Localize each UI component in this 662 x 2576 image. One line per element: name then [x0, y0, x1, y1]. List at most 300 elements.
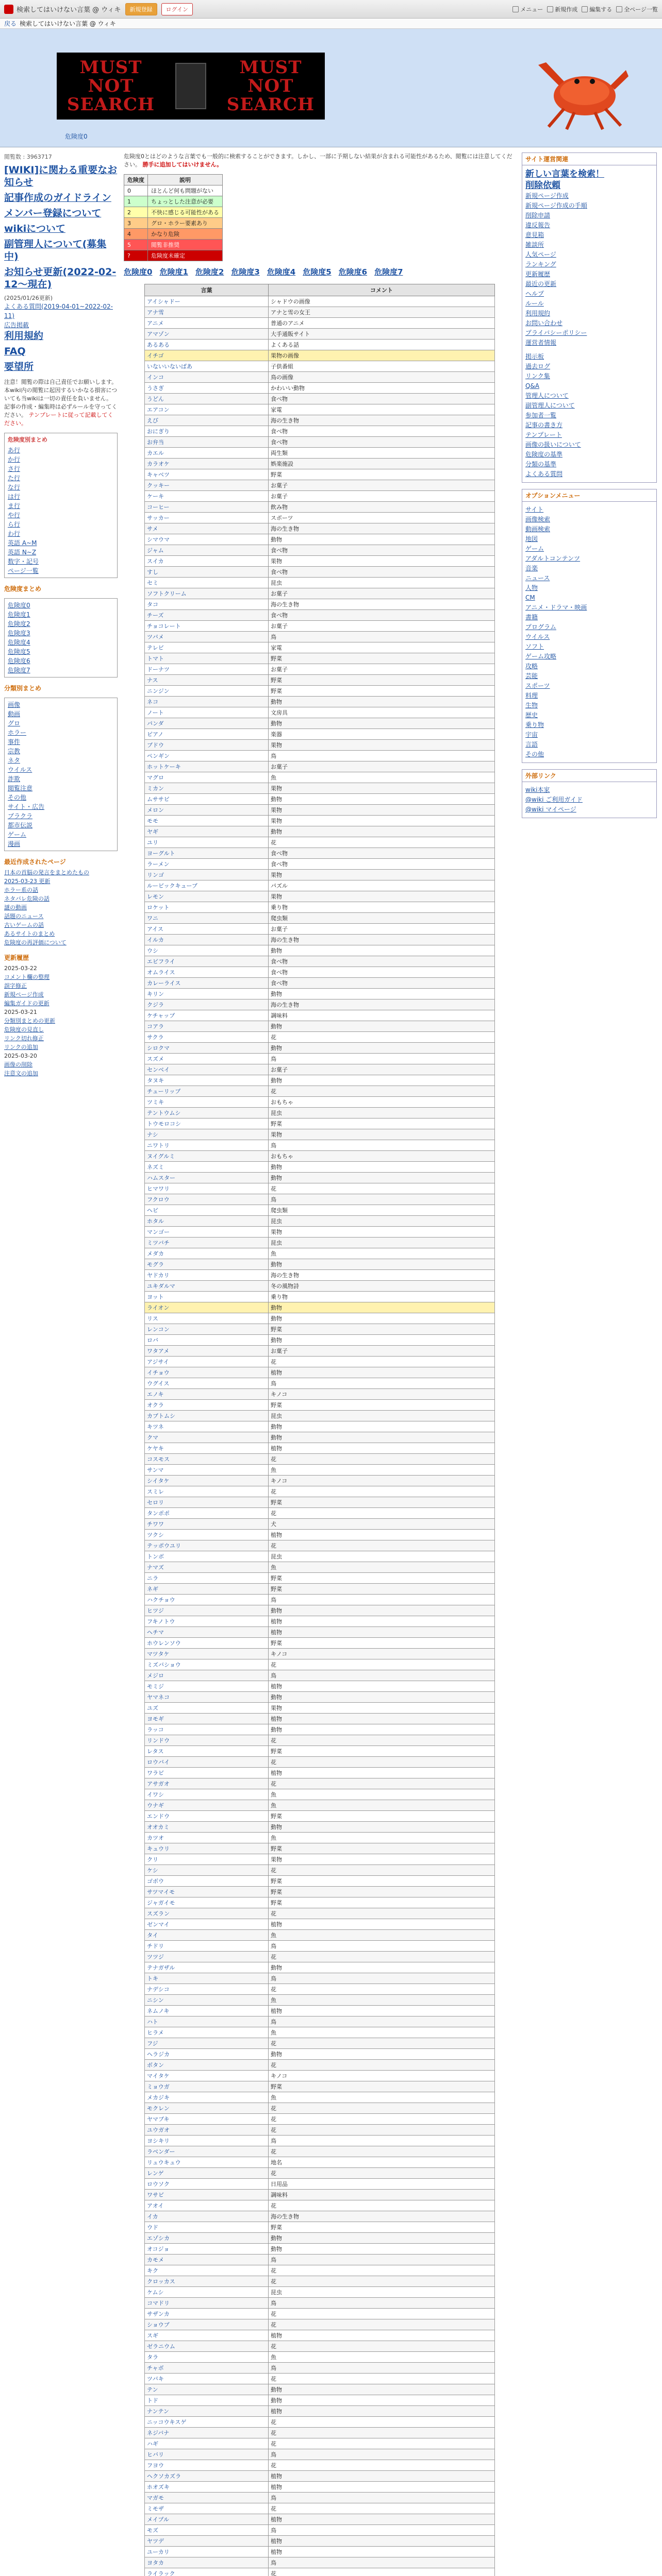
word-cell[interactable]: レタス — [145, 1746, 269, 1757]
word-cell[interactable]: ミョウガ — [145, 2081, 269, 2092]
word-cell[interactable]: ジャム — [145, 545, 269, 556]
option-menu-link[interactable]: ニュース — [525, 574, 550, 582]
danger-level-link[interactable]: 危険度2 — [8, 620, 30, 628]
word-cell[interactable]: チーズ — [145, 610, 269, 621]
tab-danger-0[interactable]: 危険度0 — [124, 267, 153, 277]
link-member-signup[interactable]: メンバー登録について — [4, 208, 102, 219]
site-ops-link[interactable]: ヘルプ — [525, 290, 544, 297]
category-link[interactable]: 宗教 — [8, 748, 21, 755]
word-cell[interactable]: ツツジ — [145, 1952, 269, 1962]
kana-index-link[interactable]: あ行 — [8, 447, 21, 454]
word-cell[interactable]: フジ — [145, 2038, 269, 2049]
site-ops-link[interactable]: テンプレート — [525, 431, 562, 438]
word-cell[interactable]: ケチャップ — [145, 1010, 269, 1021]
link-wiki-notice[interactable]: [WIKI]に関わる重要なお知らせ — [4, 164, 118, 188]
word-cell[interactable]: メダカ — [145, 1248, 269, 1259]
word-cell[interactable]: ネコ — [145, 697, 269, 707]
word-cell[interactable]: あるある — [145, 340, 269, 350]
site-ops-link[interactable]: 過去ログ — [525, 363, 551, 370]
word-cell[interactable]: ツバメ — [145, 632, 269, 642]
word-cell[interactable]: ヨーグルト — [145, 848, 269, 859]
word-cell[interactable]: カラオケ — [145, 459, 269, 469]
word-cell[interactable]: メロン — [145, 805, 269, 816]
history-link[interactable]: 新規ページ作成 — [4, 991, 44, 998]
category-link[interactable]: 画像 — [8, 701, 21, 708]
word-cell[interactable]: イカ — [145, 2211, 269, 2222]
tab-danger-1[interactable]: 危険度1 — [159, 267, 188, 277]
word-cell[interactable]: ライオン — [145, 1302, 269, 1313]
word-cell[interactable]: ルービックキューブ — [145, 880, 269, 891]
word-cell[interactable]: キツネ — [145, 1421, 269, 1432]
word-cell[interactable]: キリン — [145, 989, 269, 999]
word-cell[interactable]: マンゴー — [145, 1227, 269, 1238]
category-link[interactable]: サイト・広告 — [8, 803, 45, 810]
option-menu-link[interactable]: スポーツ — [525, 682, 550, 689]
breadcrumb[interactable]: 危険度0 — [65, 133, 88, 140]
site-ops-link[interactable]: リンク集 — [525, 372, 550, 380]
word-cell[interactable]: セミ — [145, 578, 269, 588]
danger-level-link[interactable]: 危険度4 — [8, 639, 30, 646]
word-cell[interactable]: エアコン — [145, 404, 269, 415]
word-cell[interactable]: コーヒー — [145, 502, 269, 513]
word-cell[interactable]: ピアノ — [145, 729, 269, 740]
word-cell[interactable]: アジサイ — [145, 1357, 269, 1367]
word-cell[interactable]: ドーナツ — [145, 664, 269, 675]
word-cell[interactable]: マツタケ — [145, 1649, 269, 1659]
word-cell[interactable]: モグラ — [145, 1259, 269, 1270]
word-cell[interactable]: トキ — [145, 1973, 269, 1984]
word-cell[interactable]: ゼラニウム — [145, 2341, 269, 2352]
word-cell[interactable]: ムササビ — [145, 794, 269, 805]
word-cell[interactable]: タンポポ — [145, 1508, 269, 1519]
kana-index-link[interactable]: 英語 A~M — [8, 539, 37, 547]
word-cell[interactable]: キュウリ — [145, 1843, 269, 1854]
history-link[interactable]: 画像の削除 — [4, 1061, 32, 1068]
word-cell[interactable]: うどん — [145, 394, 269, 404]
word-cell[interactable]: ユーカリ — [145, 2547, 269, 2557]
history-link[interactable]: 誤字修正 — [4, 982, 27, 989]
external-link[interactable]: @wiki ご利用ガイド — [525, 796, 583, 803]
link-faq[interactable]: FAQ — [4, 346, 26, 357]
option-menu-link[interactable]: 宇宙 — [525, 731, 538, 738]
word-cell[interactable]: スズラン — [145, 1908, 269, 1919]
option-menu-link[interactable]: 書籍 — [525, 614, 538, 621]
word-cell[interactable]: いないいないばあ — [145, 361, 269, 372]
category-link[interactable]: ウイルス — [8, 766, 32, 773]
edit-button[interactable] — [582, 5, 612, 13]
word-cell[interactable]: タイ — [145, 1930, 269, 1941]
word-cell[interactable]: マイタケ — [145, 2071, 269, 2081]
word-cell[interactable]: ハト — [145, 2016, 269, 2027]
word-cell[interactable]: モクレン — [145, 2103, 269, 2114]
site-ops-link[interactable]: 意見箱 — [525, 231, 544, 239]
word-cell[interactable]: リス — [145, 1313, 269, 1324]
recent-page-link[interactable]: 謎の動画 — [4, 904, 27, 911]
word-cell[interactable]: ニラ — [145, 1573, 269, 1584]
word-cell[interactable]: ウナギ — [145, 1800, 269, 1811]
kana-index-link[interactable]: か行 — [8, 456, 21, 463]
recent-page-link[interactable]: ホラー系の話 — [4, 887, 38, 893]
option-menu-link[interactable]: アダルトコンテンツ — [525, 555, 581, 562]
link-ads[interactable]: 広告掲載 — [4, 321, 29, 329]
word-cell[interactable]: テナガザル — [145, 1962, 269, 1973]
danger-level-link[interactable]: 危険度1 — [8, 611, 30, 618]
word-cell[interactable]: サクラ — [145, 1032, 269, 1043]
word-cell[interactable]: リンドウ — [145, 1735, 269, 1746]
word-cell[interactable]: スズメ — [145, 1054, 269, 1064]
word-cell[interactable]: お弁当 — [145, 437, 269, 448]
word-cell[interactable]: トンボ — [145, 1551, 269, 1562]
word-cell[interactable]: イルカ — [145, 935, 269, 945]
word-cell[interactable]: エゾシカ — [145, 2233, 269, 2244]
word-cell[interactable]: テン — [145, 2384, 269, 2395]
word-cell[interactable]: ヤマブキ — [145, 2114, 269, 2125]
history-link[interactable]: 編集ガイドの更新 — [4, 1000, 49, 1007]
word-cell[interactable]: ヒバリ — [145, 2449, 269, 2460]
word-cell[interactable]: ナマズ — [145, 1562, 269, 1573]
word-cell[interactable]: ヒツジ — [145, 1605, 269, 1616]
login-button[interactable]: ログイン — [161, 3, 193, 15]
new-page-button[interactable] — [547, 5, 577, 13]
word-cell[interactable]: イチゴ — [145, 350, 269, 361]
word-cell[interactable]: リュウキュウ — [145, 2157, 269, 2168]
word-cell[interactable]: ウド — [145, 2222, 269, 2233]
site-ops-link[interactable]: 違反報告 — [525, 222, 551, 229]
word-cell[interactable]: サツマイモ — [145, 1887, 269, 1897]
site-ops-link[interactable]: 管理人について — [525, 392, 569, 399]
word-cell[interactable]: ツバキ — [145, 2374, 269, 2384]
danger-level-link[interactable]: 危険度7 — [8, 667, 30, 674]
site-ops-link[interactable]: 副管理人について — [525, 402, 575, 409]
word-cell[interactable]: イワシ — [145, 1789, 269, 1800]
word-cell[interactable]: ツクシ — [145, 1530, 269, 1540]
word-cell[interactable]: ヌイグルミ — [145, 1151, 269, 1162]
word-cell[interactable]: ハギ — [145, 2438, 269, 2449]
word-cell[interactable]: アニメ — [145, 318, 269, 329]
site-ops-link[interactable]: 人気ページ — [525, 251, 556, 258]
word-cell[interactable]: コスモス — [145, 1454, 269, 1465]
word-cell[interactable]: ラッコ — [145, 1724, 269, 1735]
word-cell[interactable]: パンダ — [145, 718, 269, 729]
word-cell[interactable]: センベイ — [145, 1064, 269, 1075]
word-cell[interactable]: オムライス — [145, 967, 269, 978]
word-cell[interactable]: コアラ — [145, 1021, 269, 1032]
word-cell[interactable]: チョコレート — [145, 621, 269, 632]
recent-page-link[interactable]: あるサイトのまとめ — [4, 930, 55, 937]
word-cell[interactable]: ミズバショウ — [145, 1659, 269, 1670]
danger-level-link[interactable]: 危険度0 — [8, 602, 30, 609]
word-cell[interactable]: エビフライ — [145, 956, 269, 967]
option-menu-link[interactable]: 生物 — [525, 702, 538, 709]
word-cell[interactable]: クリ — [145, 1854, 269, 1865]
site-ops-link[interactable]: 分類の基準 — [525, 461, 557, 468]
site-ops-link[interactable]: 画像の扱いについて — [525, 441, 581, 448]
word-cell[interactable]: ネズミ — [145, 1162, 269, 1173]
word-cell[interactable]: セロリ — [145, 1497, 269, 1508]
history-link[interactable]: 分類別まとめの更新 — [4, 1018, 55, 1024]
link-article-guide[interactable]: 記事作成のガイドライン — [4, 192, 111, 204]
word-cell[interactable]: ヘビ — [145, 1205, 269, 1216]
word-cell[interactable]: レモン — [145, 891, 269, 902]
word-cell[interactable]: ワニ — [145, 913, 269, 924]
site-ops-link[interactable]: ランキング — [525, 261, 556, 268]
word-cell[interactable]: ミモザ — [145, 2503, 269, 2514]
word-cell[interactable]: ウシ — [145, 945, 269, 956]
recent-page-link[interactable]: 日本の首脳の発言をまとめたもの — [4, 869, 89, 876]
word-cell[interactable]: ユズ — [145, 1703, 269, 1714]
danger-level-link[interactable]: 危険度3 — [8, 630, 30, 637]
word-cell[interactable]: ミツバチ — [145, 1238, 269, 1248]
word-cell[interactable]: ユリ — [145, 837, 269, 848]
category-link[interactable]: 閲覧注意 — [8, 785, 33, 792]
word-cell[interactable]: オコジョ — [145, 2244, 269, 2255]
word-cell[interactable]: ユキダルマ — [145, 1281, 269, 1292]
word-cell[interactable]: ヘクソカズラ — [145, 2471, 269, 2482]
word-cell[interactable]: アマゾン — [145, 329, 269, 340]
option-menu-link[interactable]: サイト — [525, 506, 544, 513]
tab-danger-3[interactable]: 危険度3 — [231, 267, 260, 277]
word-cell[interactable]: カブトムシ — [145, 1411, 269, 1421]
word-cell[interactable]: キャベツ — [145, 469, 269, 480]
word-cell[interactable]: サンマ — [145, 1465, 269, 1476]
word-cell[interactable]: ソフトクリーム — [145, 588, 269, 599]
category-link[interactable]: ネタ — [8, 757, 21, 764]
word-cell[interactable]: マガモ — [145, 2493, 269, 2503]
word-cell[interactable]: スミレ — [145, 1486, 269, 1497]
word-cell[interactable]: ナデシコ — [145, 1984, 269, 1995]
word-cell[interactable]: アイシャドー — [145, 296, 269, 307]
word-cell[interactable]: ケムシ — [145, 2287, 269, 2298]
word-cell[interactable]: ネギ — [145, 1584, 269, 1595]
word-cell[interactable]: メカジキ — [145, 2092, 269, 2103]
site-ops-link[interactable]: 参加者一覧 — [525, 412, 557, 419]
word-cell[interactable]: エノキ — [145, 1389, 269, 1400]
word-cell[interactable]: テッポウユリ — [145, 1540, 269, 1551]
word-cell[interactable]: ヨモギ — [145, 1714, 269, 1724]
option-menu-link[interactable]: 画像検索 — [525, 516, 551, 523]
kana-index-link[interactable]: ページ一覧 — [8, 567, 39, 574]
word-cell[interactable]: フヨウ — [145, 2460, 269, 2471]
tab-danger-5[interactable]: 危険度5 — [303, 267, 332, 277]
word-cell[interactable]: ロウソク — [145, 2179, 269, 2190]
kana-index-link[interactable]: わ行 — [8, 530, 21, 537]
word-cell[interactable]: シイタケ — [145, 1476, 269, 1486]
category-link[interactable]: 都市伝説 — [8, 822, 33, 829]
word-cell[interactable]: クロッカス — [145, 2276, 269, 2287]
word-cell[interactable]: ミカン — [145, 783, 269, 794]
tab-danger-6[interactable]: 危険度6 — [338, 267, 368, 277]
option-menu-link[interactable]: アニメ・ドラマ・映画 — [525, 604, 587, 611]
word-cell[interactable]: ヨット — [145, 1292, 269, 1302]
word-cell[interactable]: ナンテン — [145, 2406, 269, 2417]
word-cell[interactable]: コマドリ — [145, 2298, 269, 2309]
word-cell[interactable]: ロウバイ — [145, 1757, 269, 1768]
word-cell[interactable]: アナ雪 — [145, 307, 269, 318]
word-cell[interactable]: オクラ — [145, 1400, 269, 1411]
category-link[interactable]: 動画 — [8, 710, 21, 718]
word-cell[interactable]: ケヤキ — [145, 1443, 269, 1454]
word-cell[interactable]: ヤギ — [145, 826, 269, 837]
history-link[interactable]: 危険度の見直し — [4, 1026, 44, 1033]
word-cell[interactable]: スギ — [145, 2330, 269, 2341]
link-delete-request[interactable]: 削除依頼 — [525, 180, 560, 191]
option-menu-link[interactable]: 乗り物 — [525, 721, 544, 728]
option-menu-link[interactable]: 料理 — [525, 692, 538, 699]
option-menu-link[interactable]: 地図 — [525, 535, 538, 543]
signup-button[interactable]: 新規登録 — [125, 3, 157, 15]
word-cell[interactable]: リンゴ — [145, 870, 269, 880]
word-cell[interactable]: アサガオ — [145, 1778, 269, 1789]
word-cell[interactable]: チドリ — [145, 1941, 269, 1952]
category-link[interactable]: 事件 — [8, 738, 21, 745]
word-cell[interactable]: カツオ — [145, 1833, 269, 1843]
recent-page-link[interactable]: 2025-03-23 更新 — [4, 878, 51, 885]
word-cell[interactable]: ナシ — [145, 1129, 269, 1140]
site-ops-link[interactable]: 運営者情報 — [525, 339, 557, 346]
option-menu-link[interactable]: 音楽 — [525, 565, 538, 572]
option-menu-link[interactable]: ウイルス — [525, 633, 550, 640]
category-link[interactable]: その他 — [8, 794, 27, 801]
word-cell[interactable]: チューリップ — [145, 1086, 269, 1097]
category-link[interactable]: ブラクラ — [8, 812, 33, 820]
word-cell[interactable]: ヘチマ — [145, 1627, 269, 1638]
option-menu-link[interactable]: ソフト — [525, 643, 544, 650]
word-cell[interactable]: メジロ — [145, 1670, 269, 1681]
word-cell[interactable]: ケーキ — [145, 491, 269, 502]
site-ops-link[interactable]: お問い合わせ — [525, 319, 563, 327]
link-news-update[interactable]: お知らせ更新(2022-02-12～現在) — [4, 266, 117, 290]
word-cell[interactable]: インコ — [145, 372, 269, 383]
word-cell[interactable]: おにぎり — [145, 426, 269, 437]
danger-level-link[interactable]: 危険度5 — [8, 648, 30, 655]
recent-page-link[interactable]: 古いゲームの話 — [4, 922, 44, 928]
word-cell[interactable]: タコ — [145, 599, 269, 610]
word-cell[interactable]: ボタン — [145, 2060, 269, 2071]
word-cell[interactable]: モズ — [145, 2525, 269, 2536]
option-menu-link[interactable]: ゲーム — [525, 545, 544, 552]
kana-index-link[interactable]: や行 — [8, 512, 21, 519]
word-cell[interactable]: トウモロコシ — [145, 1118, 269, 1129]
word-cell[interactable]: ハムスター — [145, 1173, 269, 1183]
option-menu-link[interactable]: その他 — [525, 751, 544, 758]
word-cell[interactable]: トマト — [145, 653, 269, 664]
word-cell[interactable]: ワラビ — [145, 1768, 269, 1778]
word-cell[interactable]: ゴボウ — [145, 1876, 269, 1887]
word-cell[interactable]: ヤツデ — [145, 2536, 269, 2547]
link-requests[interactable]: 要望所 — [4, 361, 34, 372]
word-cell[interactable]: ロバ — [145, 1335, 269, 1346]
word-cell[interactable]: エンドウ — [145, 1811, 269, 1822]
word-cell[interactable]: モミジ — [145, 1681, 269, 1692]
word-cell[interactable]: サッカー — [145, 513, 269, 523]
word-cell[interactable]: ショウブ — [145, 2319, 269, 2330]
site-ops-link[interactable]: 削除申請 — [525, 212, 551, 219]
word-cell[interactable]: ニッコウキスゲ — [145, 2417, 269, 2428]
external-link[interactable]: @wiki マイページ — [525, 806, 576, 813]
word-cell[interactable]: フキノトウ — [145, 1616, 269, 1627]
word-cell[interactable]: ホオズキ — [145, 2482, 269, 2493]
kana-index-link[interactable]: さ行 — [8, 465, 21, 472]
history-link[interactable]: 注意文の追加 — [4, 1070, 38, 1077]
history-link[interactable]: コメント欄の整理 — [4, 974, 49, 980]
word-cell[interactable]: ニンジン — [145, 686, 269, 697]
kana-index-link[interactable]: た行 — [8, 474, 21, 482]
link-about-wiki[interactable]: wikiについて — [4, 223, 65, 234]
word-cell[interactable]: マグロ — [145, 772, 269, 783]
word-cell[interactable]: タラ — [145, 2352, 269, 2363]
word-cell[interactable]: テントウムシ — [145, 1108, 269, 1118]
word-cell[interactable]: ライラック — [145, 2568, 269, 2576]
category-link[interactable]: グロ — [8, 720, 21, 727]
word-cell[interactable]: ヤドカリ — [145, 1270, 269, 1281]
word-cell[interactable]: ヘラジカ — [145, 2049, 269, 2060]
site-ops-link[interactable]: 更新履歴 — [525, 270, 551, 278]
word-cell[interactable]: ホタル — [145, 1216, 269, 1227]
word-cell[interactable]: ウグイス — [145, 1378, 269, 1389]
word-cell[interactable]: テレビ — [145, 642, 269, 653]
site-ops-link[interactable]: 雑談所 — [525, 241, 544, 248]
word-cell[interactable]: アイス — [145, 924, 269, 935]
link-sub-admin[interactable]: 副管理人について(募集中) — [4, 239, 107, 262]
word-cell[interactable]: タヌキ — [145, 1075, 269, 1086]
site-ops-link[interactable]: よくある質問 — [525, 470, 563, 478]
link-faq-archive[interactable]: よくある質問(2019-04-01~2022-02-11) — [4, 303, 113, 319]
word-cell[interactable]: クジラ — [145, 999, 269, 1010]
word-cell[interactable]: すし — [145, 567, 269, 578]
site-ops-link[interactable]: Q&A — [525, 382, 540, 389]
word-cell[interactable]: ユウガオ — [145, 2125, 269, 2136]
word-cell[interactable]: クマ — [145, 1432, 269, 1443]
word-cell[interactable]: カエル — [145, 448, 269, 459]
word-cell[interactable]: えび — [145, 415, 269, 426]
option-menu-link[interactable]: 動画検索 — [525, 526, 551, 533]
danger-level-link[interactable]: 危険度6 — [8, 657, 30, 665]
word-cell[interactable]: ハクチョウ — [145, 1595, 269, 1605]
word-cell[interactable]: うさぎ — [145, 383, 269, 394]
word-cell[interactable]: ヤマネコ — [145, 1692, 269, 1703]
option-menu-link[interactable]: CM — [525, 594, 535, 601]
word-cell[interactable]: クッキー — [145, 480, 269, 491]
word-cell[interactable]: ペンギン — [145, 751, 269, 761]
tab-danger-7[interactable]: 危険度7 — [374, 267, 403, 277]
word-cell[interactable]: ロケット — [145, 902, 269, 913]
word-cell[interactable]: トド — [145, 2395, 269, 2406]
option-menu-link[interactable]: 人物 — [525, 584, 538, 591]
kana-index-link[interactable]: は行 — [8, 493, 21, 500]
recent-page-link[interactable]: 危険度の再評価について — [4, 939, 67, 946]
site-ops-link[interactable]: 記事の書き方 — [525, 421, 563, 429]
word-cell[interactable]: ラベンダー — [145, 2146, 269, 2157]
word-cell[interactable]: チャボ — [145, 2363, 269, 2374]
word-cell[interactable]: キク — [145, 2265, 269, 2276]
option-menu-link[interactable]: 言語 — [525, 741, 538, 748]
word-cell[interactable]: ラーメン — [145, 859, 269, 870]
word-cell[interactable]: ケシ — [145, 1865, 269, 1876]
word-cell[interactable]: ホウレンソウ — [145, 1638, 269, 1649]
menu-button[interactable] — [512, 5, 543, 13]
tab-danger-2[interactable]: 危険度2 — [195, 267, 224, 277]
category-link[interactable]: ホラー — [8, 729, 27, 736]
kana-index-link[interactable]: 数字・記号 — [8, 558, 39, 565]
option-menu-link[interactable]: ゲーム攻略 — [525, 653, 557, 660]
word-cell[interactable]: ニワトリ — [145, 1140, 269, 1151]
all-pages-button[interactable] — [616, 5, 658, 13]
category-link[interactable]: 詐欺 — [8, 775, 21, 783]
word-cell[interactable]: ワサビ — [145, 2190, 269, 2200]
word-cell[interactable]: カレーライス — [145, 978, 269, 989]
word-cell[interactable]: オオカミ — [145, 1822, 269, 1833]
word-cell[interactable]: サザンカ — [145, 2309, 269, 2319]
